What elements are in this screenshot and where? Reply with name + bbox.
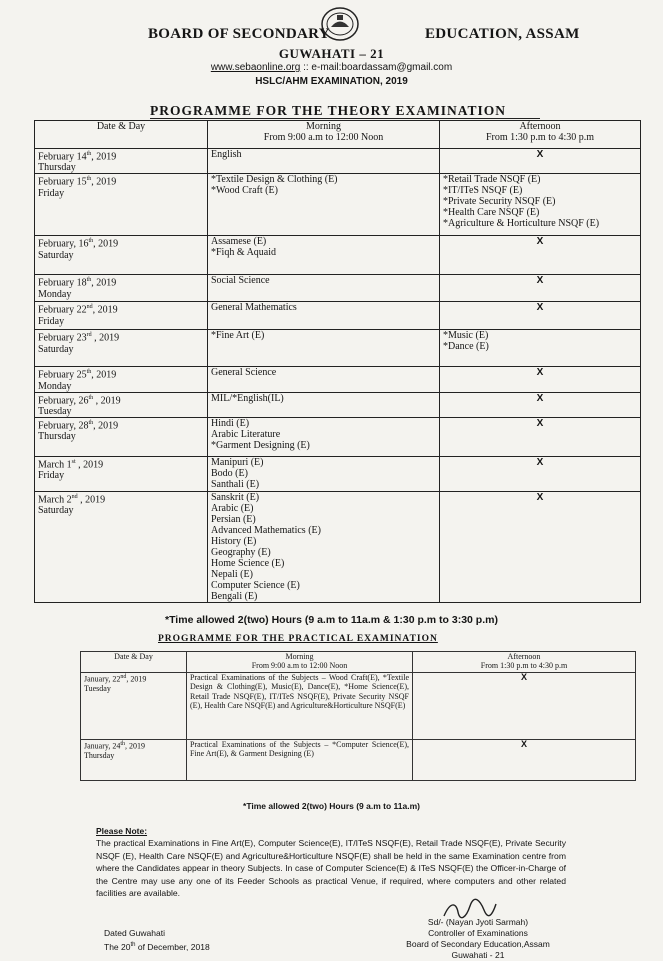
subject: *Garment Designing (E) [211,439,310,451]
subject: Arabic Literature [211,428,281,440]
header-afternoon-time: From 1:30 p.m to 4:30 p.m [485,132,595,143]
subject: *Textile Design & Clothing (E) [211,174,338,186]
subject: *Music (E) [443,330,489,342]
subject: *Wood Craft (E) [211,185,278,197]
no-exam-mark: X [536,275,544,287]
theory-table [34,120,641,603]
dated-block [104,927,210,953]
email-text: :: e-mail:boardassam@gmail.com [300,62,453,73]
row-date: February 14 [38,151,87,163]
header-morning-time: From 9:00 a.m to 12:00 Noon [263,132,384,143]
no-exam-mark: X [536,302,544,314]
subject: Social Science [211,275,270,287]
table-row: February, 16th, 2019 Saturday Assamese (E) *Fiqh & Aquaid X [35,236,641,275]
no-exam-mark: X [520,672,527,682]
subject: *Fine Art (E) [211,330,265,342]
subject: English [211,149,242,160]
signature-block [388,917,568,961]
contact-line [0,62,663,73]
subject: Arabic (E) [211,502,254,514]
note-heading: Please Note: [96,826,148,836]
table-row: February 14th, 2019 Thursday English X [35,149,641,174]
practical-table [80,651,636,781]
subject: *Private Security NSQF (E) [443,196,556,208]
subject: Assamese (E) [211,236,267,248]
theory-title: PROGRAMME FOR THE THEORY EXAMINATION [150,103,507,118]
header-afternoon: Afternoon [519,121,561,132]
no-exam-mark: X [536,149,544,160]
signatory-org: Board of Secondary Education,Assam [406,939,550,949]
table-row: January, 22nd, 2019 Tuesday Practical Examinations of the Subjects – Wood Craft(E), *Textile Design & Clothing(E), Music(E), Dance(E), *Home Science(E), Retail Trade NSQF(E), IT/ITeS NSQF(E), Private Security NSQF (E), Health Care NSQF(E) and Agriculture&Horticulture NSQF(E) X [81,673,636,740]
theory-time-allowed: *Time allowed 2(two) Hours (9 a.m to 11a.m & 1:30 p.m to 3:30 p.m) [165,614,498,626]
subject: *IT/ITeS NSQF (E) [443,185,523,197]
table-row: January, 24th, 2019 Thursday Practical Examinations of the Subjects – *Computer Science(E), Fine Art(E), & Garment Designing (E) X [81,740,636,781]
dated-place: Dated Guwahati [104,928,165,938]
table-row: February, 28th, 2019 Thursday Hindi (E) Arabic Literature *Garment Designing (E) X [35,417,641,456]
board-name-left: BOARD OF SECONDARY [148,26,330,42]
subject: Bodo (E) [211,467,248,479]
subject: Bengali (E) [211,590,258,602]
subject: *Fiqh & Aquaid [211,247,277,259]
table-row: February 22nd, 2019 Friday General Mathematics X [35,302,641,330]
row-date: January, 22 [84,674,121,684]
signatory-name: Sd/- (Nayan Jyoti Sarmah) [427,917,529,927]
subject: Computer Science (E) [211,579,300,591]
website-link[interactable]: www.sebaonline.org [210,62,301,73]
table-row: March 1st , 2019 Friday Manipuri (E) Bodo (E) Santhali (E) X [35,456,641,491]
signatory-title: Controller of Examinations [428,928,528,938]
subject: Home Science (E) [211,557,285,569]
subject: General Science [211,367,277,379]
subject: Advanced Mathematics (E) [211,524,321,536]
dated-date: The 20th of December, 2018 [104,941,210,952]
subject: MIL/*English(IL) [211,392,284,404]
table-row: February 23rd , 2019 Saturday *Fine Art (E) *Music (E) *Dance (E) [35,330,641,367]
note-text: The practical Examinations in Fine Art(E), Computer Science(E), IT/ITeS NSQF(E), Retail Trade NSQF(E), Private Security NSQF (E), Health Care NSQF(E) and Agriculture&Horticulture NSQF(E) shall be held in the same Examination centre from where the Candidates appear in theory Subjects. In case of Computer Science(E) & ITeS NSQF(E) the Officer-in-Charge of the Centre may use any one of its Feeder Schools as practical Venue, if required, where computers and other related facilities are available. [96,838,566,898]
row-day: Thursday [38,162,76,174]
subject: *Retail Trade NSQF (E) [443,174,541,186]
subject: Nepali (E) [211,568,253,580]
subject: Manipuri (E) [211,456,264,468]
subject: Geography (E) [211,546,271,558]
header-date-day: Date & Day [114,652,153,661]
board-name-right: EDUCATION, ASSAM [425,26,580,42]
table-row: February 15th, 2019 Friday *Textile Design & Clothing (E) *Wood Craft (E) *Retail Trade NSQF (E) *IT/ITeS NSQF (E) *Private Security NSQF (E) *Health Care NSQF (E) *Agriculture & Horticulture NSQF (E) [35,174,641,236]
practical-time-allowed: *Time allowed 2(two) Hours (9 a.m to 11a.m) [243,801,420,811]
table-row: March 2nd , 2019 Saturday Sanskrit (E) Arabic (E) Persian (E) Advanced Mathematics (E) History (E) Geography (E) Home Science (E) Nepali (E) Computer Science (E) Bengali (E) X [35,491,641,602]
subject: Sanskrit (E) [211,491,260,503]
board-seal-logo [320,6,360,42]
practical-title: PROGRAMME FOR THE PRACTICAL EXAMINATION [158,634,438,644]
theory-title-underline [150,118,540,119]
no-exam-mark: X [536,392,544,404]
no-exam-mark: X [520,739,527,749]
header-morning: Morning [285,652,314,661]
header-afternoon: Afternoon [507,652,541,661]
subject: History (E) [211,535,257,547]
header-morning: Morning [306,121,341,132]
no-exam-mark: X [536,491,544,503]
subject: *Dance (E) [443,341,489,353]
row-day: Tuesday [84,684,111,694]
no-exam-mark: X [536,456,544,468]
practical-header-row [81,652,636,673]
subject: Santhali (E) [211,478,260,490]
no-exam-mark: X [536,417,544,429]
table-row: February 18th, 2019 Monday Social Science X [35,275,641,302]
subject: *Agriculture & Horticulture NSQF (E) [443,218,600,230]
header-afternoon-time: From 1:30 p.m to 4:30 p.m [480,661,568,671]
table-row: February, 26th , 2019 Tuesday MIL/*English(IL) X [35,392,641,417]
board-city: GUWAHATI – 21 [278,46,385,61]
subject: *Health Care NSQF (E) [443,207,540,219]
theory-header-row [35,121,641,149]
subject: Hindi (E) [211,417,250,429]
table-row: February 25th, 2019 Monday General Science X [35,367,641,392]
exam-name: HSLC/AHM EXAMINATION, 2019 [255,76,408,87]
subject: General Mathematics [211,302,297,314]
signatory-city: Guwahati - 21 [451,950,505,960]
header-morning-time: From 9:00 a.m to 12:00 Noon [251,661,348,671]
subject: Persian (E) [211,513,256,525]
no-exam-mark: X [536,367,544,379]
practical-subjects: Practical Examinations of the Subjects – Wood Craft(E), *Textile Design & Clothing(E), Music(E), Dance(E), *Home Science(E), Retail Trade NSQF(E), IT/ITeS NSQF(E), Private Security NSQF (E), Health Care NSQF(E) and Agriculture&Horticulture NSQF(E) [190,673,409,711]
header-date-day: Date & Day [96,121,146,132]
no-exam-mark: X [536,236,544,248]
practical-subjects: Practical Examinations of the Subjects – *Computer Science(E), Fine Art(E), & Garment Designing (E) [190,740,409,759]
